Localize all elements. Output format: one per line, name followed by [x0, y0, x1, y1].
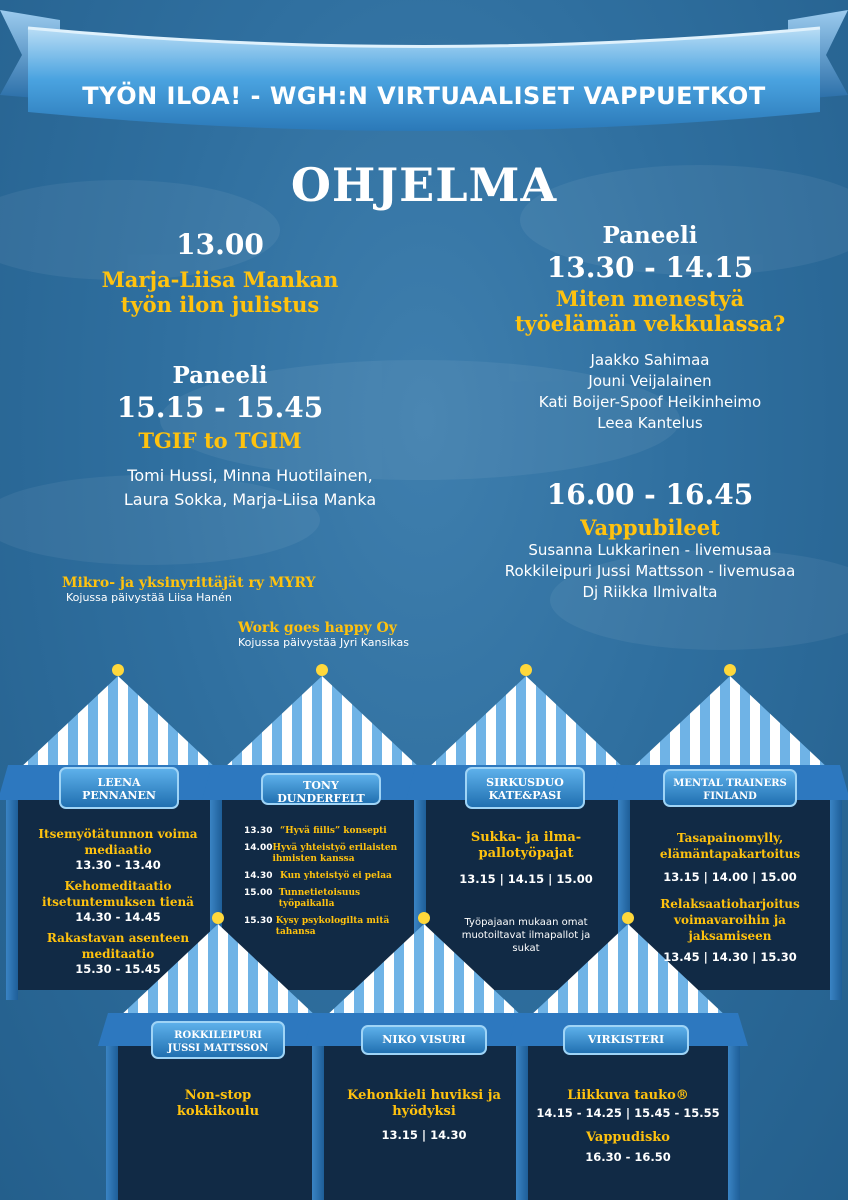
panel2-block — [470, 222, 830, 336]
panel1-block — [40, 362, 400, 453]
tent2-row — [244, 916, 414, 938]
tent2-sign — [262, 779, 380, 805]
party-names — [450, 540, 848, 603]
tent1-content — [22, 826, 214, 976]
booth-name: Mikro- ja yksinyrittäjät ry MYRY — [62, 575, 316, 591]
booth-myry — [62, 575, 316, 604]
tent2-row-time: 14.00 — [244, 843, 273, 853]
panel1-label: Paneeli — [172, 362, 268, 389]
tent2-row-time: 15.30 — [244, 916, 273, 926]
tent3-content — [438, 830, 614, 955]
booth-sub: Kojussa päivystää Jyri Kansikas — [238, 636, 409, 649]
tent1-item-title: Itsemyötätunnon voima mediaatio — [38, 827, 198, 857]
party-time: 16.00 - 16.45 — [546, 478, 754, 511]
tent1-sign-1: LEENA — [97, 776, 141, 789]
tent2-row — [244, 826, 414, 837]
panel1-names — [80, 464, 420, 512]
tent7-title2: Vappudisko — [586, 1130, 670, 1145]
tent2-row-desc: Kun yhteistyö ei pelaa — [280, 871, 392, 881]
tent2-row-desc: Hyvä yhteistyö erilaisten ihmisten kanssa — [272, 843, 398, 864]
tent6-sign: NIKO VISURI — [382, 1033, 466, 1046]
tent1-item-title: Kehomeditaatio itsetuntemuksen tienä — [42, 879, 194, 909]
tent1-item-time: 14.30 - 14.45 — [75, 910, 161, 924]
tent6-time: 13.15 | 14.30 — [381, 1128, 467, 1142]
tent4-content — [642, 830, 818, 964]
tent2-sign-1: TONY — [303, 779, 339, 792]
booth-sub: Kojussa päivystää Liisa Hanén — [66, 591, 232, 604]
party-block — [470, 478, 830, 540]
party-name: Rokkileipuri Jussi Mattsson - livemusaa — [504, 562, 796, 580]
tent3-title: Sukka- ja ilma-pallotyöpajat — [470, 830, 582, 861]
tent3-sign-2: KATE&PASI — [488, 789, 562, 802]
panel2-name: Jaakko Sahimaa — [590, 351, 710, 369]
tent4-title2: Relaksaatioharjoitus voimavaroihin ja jaksamiseen — [660, 897, 800, 943]
panel1-names-2: Laura Sokka, Marja-Liisa Manka — [123, 490, 377, 509]
tent1-item-time: 15.30 - 15.45 — [75, 962, 161, 976]
header-ribbon — [0, 0, 848, 140]
panel2-name: Jouni Veijalainen — [588, 372, 712, 390]
panel2-title-1: Miten menestyä — [555, 286, 745, 311]
keynote-time: 13.00 — [176, 228, 264, 261]
tent2-row — [244, 888, 414, 910]
tent4-time1: 13.15 | 14.00 | 15.00 — [663, 870, 797, 884]
party-title: Vappubileet — [580, 515, 720, 540]
page-title: OHJELMA — [290, 158, 558, 212]
panel2-names — [470, 350, 830, 434]
tent5-sign-1: ROKKILEIPURI — [174, 1030, 262, 1041]
tent2-row-desc: Tunnetietoisuus työpaikalla — [278, 888, 361, 909]
tent4-title1: Tasapainomylly, elämäntapakartoitus — [659, 831, 801, 861]
tent2-row-desc: Kysy psykologilta mitä tahansa — [275, 916, 390, 937]
tent3-sign-1: SIRKUSDUO — [486, 776, 564, 789]
tent7-time2: 16.30 - 16.50 — [585, 1150, 671, 1164]
tent4-sign — [664, 777, 796, 803]
tent2-row — [244, 871, 414, 882]
party-name: Susanna Lukkarinen - livemusaa — [528, 541, 772, 559]
tent2-row-time: 15.00 — [244, 888, 273, 898]
tent5-title: Non-stop kokkikoulu — [176, 1088, 260, 1119]
tent3-sign — [466, 776, 584, 802]
panel2-name: Leea Kantelus — [597, 414, 703, 432]
booth-name: Work goes happy Oy — [238, 620, 397, 636]
banner-title: TYÖN ILOA! - WGH:N VIRTUAALISET VAPPUETKOT — [82, 82, 766, 110]
tent1-item-title: Rakastavan asenteen meditaatio — [46, 931, 190, 961]
panel2-title-2: työelämän vekkulassa? — [514, 311, 786, 336]
tent6-title: Kehonkieli huviksi ja hyödyksi — [347, 1088, 501, 1119]
tent7-sign: VIRKISTERI — [587, 1033, 665, 1046]
tent1-sign — [60, 776, 178, 802]
tent2-sign-2: DUNDERFELT — [277, 792, 365, 805]
tent5-content — [150, 1088, 286, 1120]
panel1-title: TGIF to TGIM — [138, 428, 302, 453]
tent2-row-desc: “Hyvä fiilis” konsepti — [280, 826, 387, 836]
tent3-time: 13.15 | 14.15 | 15.00 — [459, 872, 593, 886]
party-name: Dj Riikka Ilmivalta — [582, 583, 718, 601]
tent1-sign-2: PENNANEN — [82, 789, 156, 802]
keynote-block — [40, 228, 400, 317]
panel2-name: Kati Boijer-Spoof Heikinheimo — [538, 393, 762, 411]
tent2-row — [244, 843, 414, 865]
tent5-sign — [152, 1029, 284, 1055]
panel1-time: 15.15 - 15.45 — [116, 391, 324, 424]
tent7-time: 14.15 - 14.25 | 15.45 - 15.55 — [536, 1106, 720, 1120]
tent7-title: Liikkuva tauko® — [567, 1088, 689, 1103]
tent6-content — [346, 1088, 502, 1142]
tent5-sign-2: JUSSI MATTSSON — [167, 1043, 269, 1054]
tent2-content — [244, 826, 414, 944]
panel2-label: Paneeli — [602, 222, 698, 249]
keynote-title-1: Marja-Liisa Mankan — [101, 267, 339, 292]
panel1-names-1: Tomi Hussi, Minna Huotilainen, — [127, 466, 373, 485]
tent2-row-time: 13.30 — [244, 826, 273, 836]
booth-wgh — [238, 620, 409, 649]
tent4-sign-1: MENTAL TRAINERS — [673, 778, 787, 789]
tent1-item-time: 13.30 - 13.40 — [75, 858, 161, 872]
tent4-sign-2: FINLAND — [703, 791, 757, 802]
keynote-title-2: työn ilon julistus — [120, 292, 320, 317]
tent7-content — [536, 1088, 720, 1164]
tent3-note: Työpajaan mukaan omat muotoiltavat ilmapallot ja sukat — [461, 917, 591, 954]
panel2-time: 13.30 - 14.15 — [546, 251, 754, 284]
tent4-time2: 13.45 | 14.30 | 15.30 — [663, 950, 797, 964]
tent2-row-time: 14.30 — [244, 871, 273, 881]
